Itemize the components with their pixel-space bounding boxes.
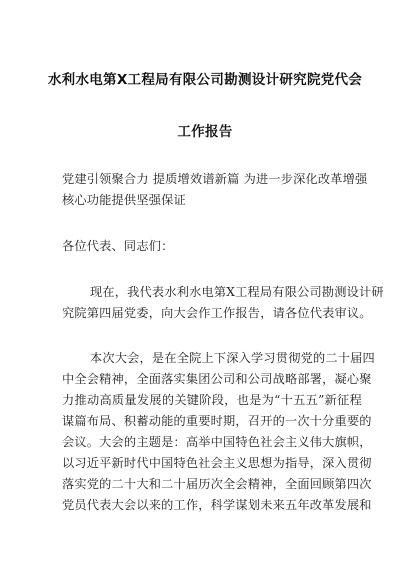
paragraph-2-line: 以习近平新时代中国特色社会主义思想为指导，深入贯彻 bbox=[62, 456, 372, 470]
paragraph-2-line: 会议。大会的主题是：高举中国特色社会主义伟大旗帜， bbox=[62, 435, 372, 449]
paragraph-2-line: 本次大会，是在全院上下深入学习贯彻党的二十届四 bbox=[90, 351, 375, 365]
paragraph-1-line: 究院第四届党委，向大会作工作报告，请各位代表审议。 bbox=[62, 306, 372, 320]
paragraph-2-line: 落实党的二十大和二十届历次全会精神，全面回顾第四次 bbox=[62, 477, 372, 491]
subtitle-line-2: 核心功能提供坚强保证 bbox=[62, 193, 186, 207]
paragraph-2-line: 党员代表大会以来的工作，科学谋划未来五年改革发展和 bbox=[62, 498, 372, 512]
paragraph-2-line: 谋篇布局、积蓄动能的重要时期，召开的一次十分重要的 bbox=[62, 414, 372, 428]
document-title-line-2: 工作报告 bbox=[177, 124, 233, 140]
subtitle-line-1: 党建引领聚合力 提质增效谱新篇 为进一步深化改革增强 bbox=[62, 172, 368, 186]
salutation: 各位代表、同志们： bbox=[62, 239, 174, 253]
document-title-line-1: 水利水电第X工程局有限公司勘测设计研究院党代会 bbox=[47, 72, 363, 88]
paragraph-1-line: 现在，我代表水利水电第X工程局有限公司勘测设计研 bbox=[90, 285, 384, 299]
paragraph-2-line: 力推动高质量发展的关键阶段，也是为“十五五”新征程 bbox=[62, 393, 362, 407]
paragraph-2-line: 中全会精神，全面落实集团公司和公司战略部署，凝心聚 bbox=[62, 372, 372, 386]
